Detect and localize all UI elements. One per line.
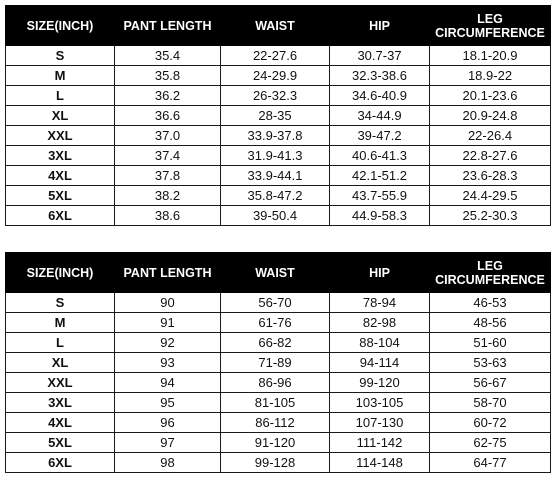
waist-cell: 56-70	[221, 293, 330, 313]
leg-circumference-cell: 46-53	[430, 293, 551, 313]
size-cell: S	[6, 293, 115, 313]
hip-cell: 34.6-40.9	[330, 86, 430, 106]
hip-cell: 111-142	[330, 433, 430, 453]
pant-length-cell: 90	[115, 293, 221, 313]
pant-length-cell: 91	[115, 313, 221, 333]
pant-length-cell: 37.4	[115, 146, 221, 166]
waist-cell: 26-32.3	[221, 86, 330, 106]
table-row	[6, 166, 551, 186]
pant-length-cell: 37.8	[115, 166, 221, 186]
hip-cell: 32.3-38.6	[330, 66, 430, 86]
size-cell: L	[6, 333, 115, 353]
size-cell: M	[6, 313, 115, 333]
waist-cell: 33.9-44.1	[221, 166, 330, 186]
pant-length-cell: 38.2	[115, 186, 221, 206]
waist-cell: 61-76	[221, 313, 330, 333]
hip-cell: 44.9-58.3	[330, 206, 430, 226]
table-row	[6, 453, 551, 473]
leg-circumference-cell: 18.1-20.9	[430, 46, 551, 66]
pant-length-cell: 37.0	[115, 126, 221, 146]
size-cell: 6XL	[6, 206, 115, 226]
table-row	[6, 146, 551, 166]
waist-cell: 81-105	[221, 393, 330, 413]
leg-circumference-cell: 48-56	[430, 313, 551, 333]
size-cell: 3XL	[6, 393, 115, 413]
size-cell: 6XL	[6, 453, 115, 473]
leg-circumference-cell: 25.2-30.3	[430, 206, 551, 226]
table-row	[6, 46, 551, 66]
table-row	[6, 313, 551, 333]
table-body	[6, 46, 551, 226]
table-row	[6, 333, 551, 353]
hip-cell: 88-104	[330, 333, 430, 353]
header-size: SIZE(INCH)	[6, 6, 115, 46]
size-cell: M	[6, 66, 115, 86]
hip-cell: 103-105	[330, 393, 430, 413]
header-leg-circumference: LEG CIRCUMFERENCE	[430, 6, 551, 46]
hip-cell: 30.7-37	[330, 46, 430, 66]
header-size: SIZE(INCH)	[6, 253, 115, 293]
waist-cell: 86-96	[221, 373, 330, 393]
header-waist: WAIST	[221, 253, 330, 293]
waist-cell: 31.9-41.3	[221, 146, 330, 166]
leg-circumference-cell: 20.9-24.8	[430, 106, 551, 126]
waist-cell: 91-120	[221, 433, 330, 453]
table-body	[6, 293, 551, 473]
pant-length-cell: 98	[115, 453, 221, 473]
size-cell: XL	[6, 106, 115, 126]
table-row	[6, 186, 551, 206]
hip-cell: 40.6-41.3	[330, 146, 430, 166]
leg-circumference-cell: 20.1-23.6	[430, 86, 551, 106]
pant-length-cell: 35.4	[115, 46, 221, 66]
pant-length-cell: 36.2	[115, 86, 221, 106]
size-cell: 4XL	[6, 166, 115, 186]
waist-cell: 33.9-37.8	[221, 126, 330, 146]
pant-length-cell: 95	[115, 393, 221, 413]
table-row	[6, 353, 551, 373]
hip-cell: 34-44.9	[330, 106, 430, 126]
size-cell: 5XL	[6, 186, 115, 206]
waist-cell: 66-82	[221, 333, 330, 353]
hip-cell: 78-94	[330, 293, 430, 313]
leg-circumference-cell: 23.6-28.3	[430, 166, 551, 186]
size-cell: L	[6, 86, 115, 106]
table-row	[6, 293, 551, 313]
table-row	[6, 86, 551, 106]
header-pant-length: PANT LENGTH	[115, 6, 221, 46]
table-header	[6, 253, 551, 293]
hip-cell: 39-47.2	[330, 126, 430, 146]
table-row	[6, 373, 551, 393]
size-chart-table-inch-values	[5, 5, 551, 226]
size-cell: S	[6, 46, 115, 66]
pant-length-cell: 97	[115, 433, 221, 453]
waist-cell: 35.8-47.2	[221, 186, 330, 206]
hip-cell: 94-114	[330, 353, 430, 373]
size-cell: 4XL	[6, 413, 115, 433]
size-cell: 5XL	[6, 433, 115, 453]
table-row	[6, 393, 551, 413]
leg-circumference-cell: 58-70	[430, 393, 551, 413]
leg-circumference-cell: 22.8-27.6	[430, 146, 551, 166]
pant-length-cell: 36.6	[115, 106, 221, 126]
hip-cell: 107-130	[330, 413, 430, 433]
hip-cell: 82-98	[330, 313, 430, 333]
hip-cell: 42.1-51.2	[330, 166, 430, 186]
leg-circumference-cell: 60-72	[430, 413, 551, 433]
table-header	[6, 6, 551, 46]
header-waist: WAIST	[221, 6, 330, 46]
size-chart-table-cm-values	[5, 252, 551, 473]
header-hip: HIP	[330, 253, 430, 293]
waist-cell: 99-128	[221, 453, 330, 473]
pant-length-cell: 92	[115, 333, 221, 353]
pant-length-cell: 93	[115, 353, 221, 373]
leg-circumference-cell: 18.9-22	[430, 66, 551, 86]
pant-length-cell: 94	[115, 373, 221, 393]
pant-length-cell: 38.6	[115, 206, 221, 226]
leg-circumference-cell: 22-26.4	[430, 126, 551, 146]
leg-circumference-cell: 64-77	[430, 453, 551, 473]
leg-circumference-cell: 51-60	[430, 333, 551, 353]
waist-cell: 39-50.4	[221, 206, 330, 226]
size-cell: XXL	[6, 126, 115, 146]
pant-length-cell: 96	[115, 413, 221, 433]
table-row	[6, 206, 551, 226]
hip-cell: 43.7-55.9	[330, 186, 430, 206]
leg-circumference-cell: 53-63	[430, 353, 551, 373]
waist-cell: 24-29.9	[221, 66, 330, 86]
header-pant-length: PANT LENGTH	[115, 253, 221, 293]
waist-cell: 71-89	[221, 353, 330, 373]
table-row	[6, 413, 551, 433]
table-row	[6, 126, 551, 146]
pant-length-cell: 35.8	[115, 66, 221, 86]
leg-circumference-cell: 24.4-29.5	[430, 186, 551, 206]
waist-cell: 28-35	[221, 106, 330, 126]
header-row	[6, 253, 551, 293]
hip-cell: 99-120	[330, 373, 430, 393]
table-row	[6, 66, 551, 86]
header-row	[6, 6, 551, 46]
waist-cell: 22-27.6	[221, 46, 330, 66]
table-row	[6, 106, 551, 126]
size-cell: XXL	[6, 373, 115, 393]
leg-circumference-cell: 62-75	[430, 433, 551, 453]
size-cell: XL	[6, 353, 115, 373]
header-leg-circumference: LEG CIRCUMFERENCE	[430, 253, 551, 293]
header-hip: HIP	[330, 6, 430, 46]
waist-cell: 86-112	[221, 413, 330, 433]
table-row	[6, 433, 551, 453]
leg-circumference-cell: 56-67	[430, 373, 551, 393]
hip-cell: 114-148	[330, 453, 430, 473]
size-cell: 3XL	[6, 146, 115, 166]
